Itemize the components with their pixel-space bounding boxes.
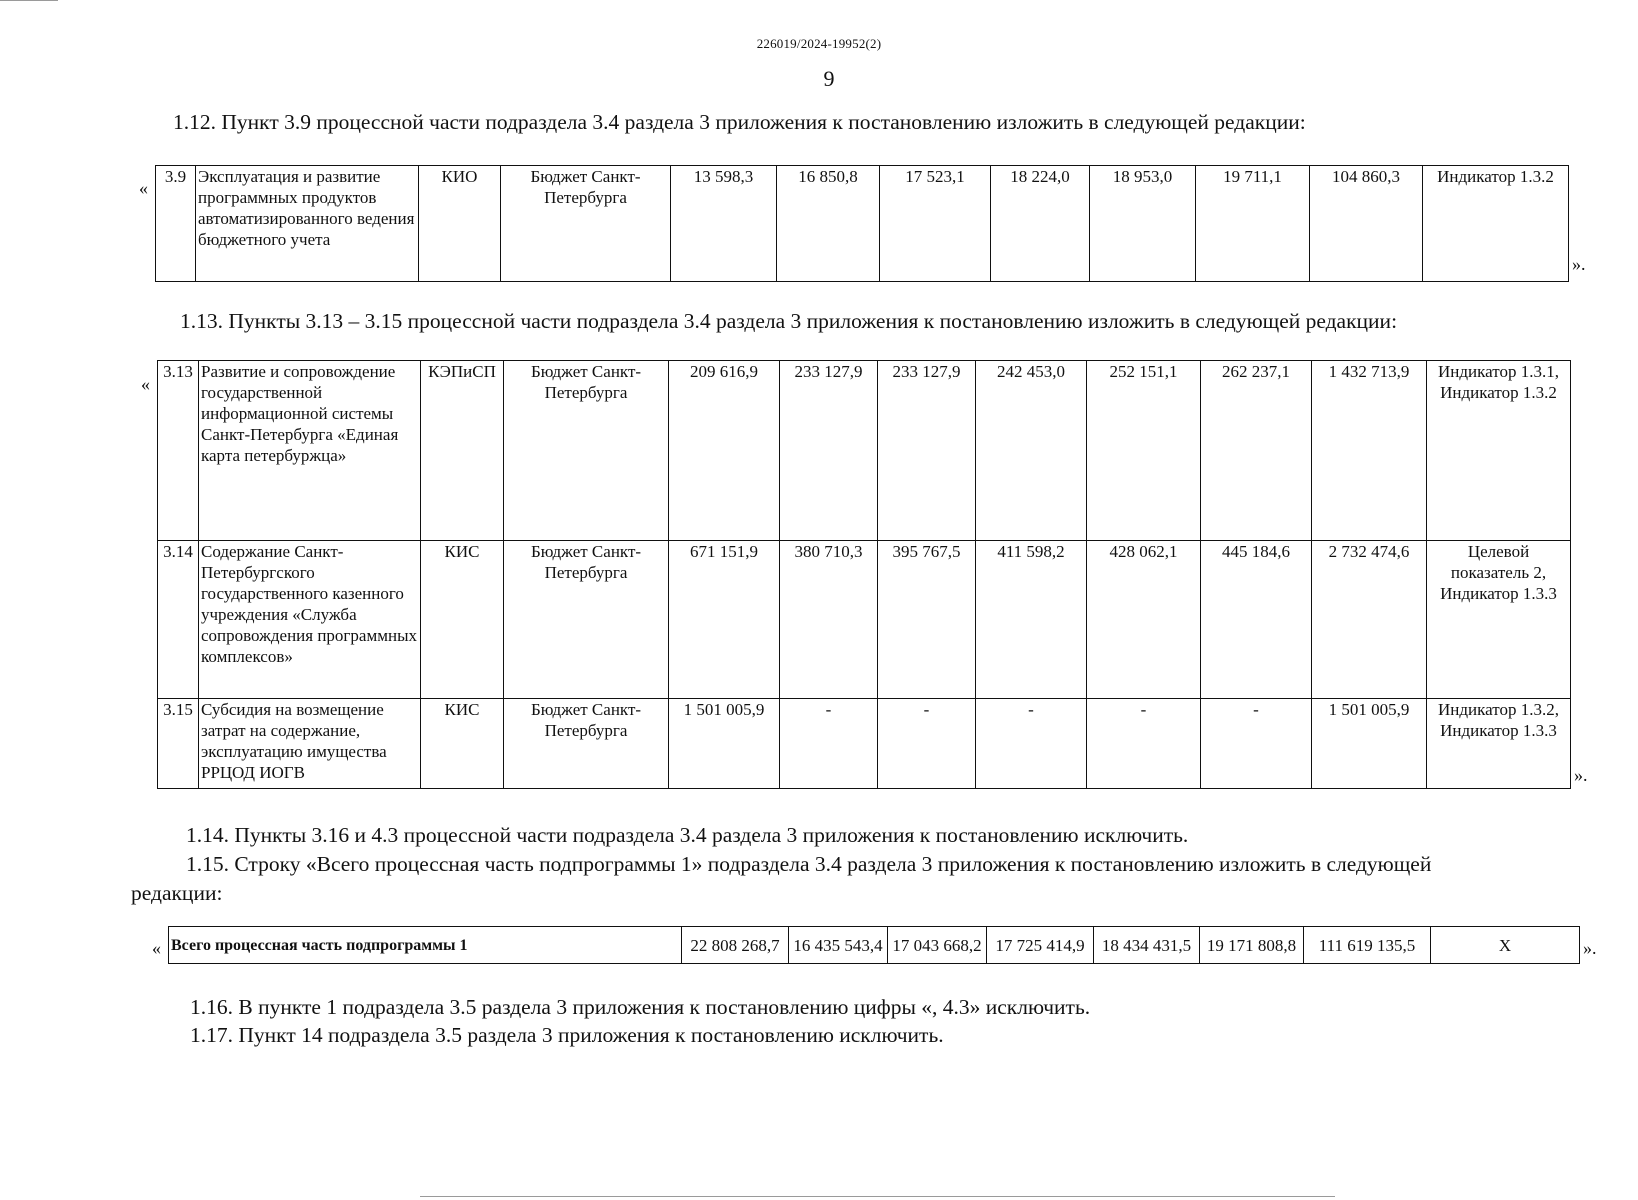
item-total: 1 432 713,9 — [1312, 361, 1427, 541]
item-name: Субсидия на возмещение затрат на содержание, эксплуатацию имущества РРЦОД ИОГВ — [199, 699, 421, 789]
item-value-5: 18 953,0 — [1090, 166, 1196, 282]
item-total: 2 732 474,6 — [1312, 541, 1427, 699]
item-indicator: Индикатор 1.3.2 — [1423, 166, 1569, 282]
item-indicator: Индикатор 1.3.2, Индикатор 1.3.3 — [1427, 699, 1571, 789]
table1-open-quote: « — [139, 178, 148, 198]
item-name: Развитие и сопровождение государственной информационной системы Санкт-Петербурга «Единая карта петербуржца» — [199, 361, 421, 541]
total-value-6: 19 171 808,8 — [1200, 927, 1304, 964]
table2-open-quote: « — [141, 374, 150, 394]
item-value-6: - — [1201, 699, 1312, 789]
paragraph-1-15-line-2: редакции: — [131, 881, 223, 905]
paragraph-1-13: 1.13. Пункты 3.13 – 3.15 процессной части подраздела 3.4 раздела 3 приложения к постановлению изложить в следующей редакции: — [180, 309, 1398, 333]
table-row — [156, 166, 1569, 282]
item-value-1: 671 151,9 — [669, 541, 780, 699]
total-sum: 111 619 135,5 — [1304, 927, 1431, 964]
item-value-2: - — [780, 699, 878, 789]
table2-close-quote: ». — [1574, 765, 1588, 785]
item-value-4: 242 453,0 — [976, 361, 1087, 541]
item-value-3: 233 127,9 — [878, 361, 976, 541]
page-number: 9 — [823, 66, 835, 91]
scan-edge-line — [0, 0, 58, 1]
item-value-1: 209 616,9 — [669, 361, 780, 541]
item-funding-source: Бюджет Санкт-Петербурга — [504, 541, 669, 699]
item-value-1: 1 501 005,9 — [669, 699, 780, 789]
item-value-4: - — [976, 699, 1087, 789]
item-indicator: Целевой показатель 2, Индикатор 1.3.3 — [1427, 541, 1571, 699]
paragraph-1-15-line-1: 1.15. Строку «Всего процессная часть подпрограммы 1» подраздела 3.4 раздела 3 приложения к постановлению изложить в следующей — [186, 852, 1432, 876]
item-value-6: 262 237,1 — [1201, 361, 1312, 541]
item-value-2: 233 127,9 — [780, 361, 878, 541]
item-name: Эксплуатация и развитие программных продуктов автоматизированного ведения бюджетного учета — [196, 166, 419, 282]
item-value-6: 19 711,1 — [1196, 166, 1310, 282]
item-total: 1 501 005,9 — [1312, 699, 1427, 789]
item-value-4: 18 224,0 — [991, 166, 1090, 282]
item-executor: КИО — [419, 166, 501, 282]
table-row — [158, 699, 1571, 789]
footer-line — [420, 1196, 1335, 1197]
item-name: Содержание Санкт-Петербургского государственного казенного учреждения «Служба сопровождения программных комплексов» — [199, 541, 421, 699]
item-executor: КИС — [421, 699, 504, 789]
item-value-3: 17 523,1 — [880, 166, 991, 282]
paragraph-1-14: 1.14. Пункты 3.16 и 4.3 процессной части подраздела 3.4 раздела 3 приложения к постановлению исключить. — [186, 823, 1189, 847]
item-funding-source: Бюджет Санкт-Петербурга — [501, 166, 671, 282]
total-row-label: Всего процессная часть подпрограммы 1 — [169, 927, 682, 964]
item-number: 3.15 — [158, 699, 199, 789]
item-indicator: Индикатор 1.3.1, Индикатор 1.3.2 — [1427, 361, 1571, 541]
table-row — [158, 361, 1571, 541]
table-row — [169, 927, 1580, 964]
paragraph-1-16: 1.16. В пункте 1 подраздела 3.5 раздела 3 приложения к постановлению цифры «, 4.3» исключить. — [190, 995, 1091, 1019]
total-value-5: 18 434 431,5 — [1094, 927, 1200, 964]
table-item-3-9 — [155, 165, 1569, 282]
item-value-3: 395 767,5 — [878, 541, 976, 699]
table-total-row — [168, 926, 1580, 964]
item-value-5: - — [1087, 699, 1201, 789]
table-row — [158, 541, 1571, 699]
item-value-2: 16 850,8 — [777, 166, 880, 282]
table1-close-quote: ». — [1572, 254, 1586, 274]
total-value-1: 22 808 268,7 — [682, 927, 789, 964]
item-number: 3.13 — [158, 361, 199, 541]
item-total: 104 860,3 — [1310, 166, 1423, 282]
item-value-6: 445 184,6 — [1201, 541, 1312, 699]
total-value-4: 17 725 414,9 — [987, 927, 1094, 964]
table3-open-quote: « — [152, 938, 161, 958]
item-funding-source: Бюджет Санкт-Петербурга — [504, 699, 669, 789]
table-items-3-13-3-15 — [157, 360, 1571, 789]
item-executor: КИС — [421, 541, 504, 699]
item-number: 3.14 — [158, 541, 199, 699]
item-value-2: 380 710,3 — [780, 541, 878, 699]
document-code: 226019/2024-19952(2) — [756, 36, 882, 51]
item-value-5: 252 151,1 — [1087, 361, 1201, 541]
table3-close-quote: ». — [1583, 938, 1597, 958]
item-value-1: 13 598,3 — [671, 166, 777, 282]
paragraph-1-12: 1.12. Пункт 3.9 процессной части подраздела 3.4 раздела 3 приложения к постановлению изложить в следующей редакции: — [173, 110, 1306, 134]
item-executor: КЭПиСП — [421, 361, 504, 541]
paragraph-1-17: 1.17. Пункт 14 подраздела 3.5 раздела 3 приложения к постановлению исключить. — [190, 1023, 944, 1047]
total-value-2: 16 435 543,4 — [789, 927, 888, 964]
item-funding-source: Бюджет Санкт-Петербурга — [504, 361, 669, 541]
item-number: 3.9 — [156, 166, 196, 282]
item-value-5: 428 062,1 — [1087, 541, 1201, 699]
total-value-3: 17 043 668,2 — [888, 927, 987, 964]
total-indicator-mark: Х — [1431, 927, 1580, 964]
item-value-3: - — [878, 699, 976, 789]
item-value-4: 411 598,2 — [976, 541, 1087, 699]
